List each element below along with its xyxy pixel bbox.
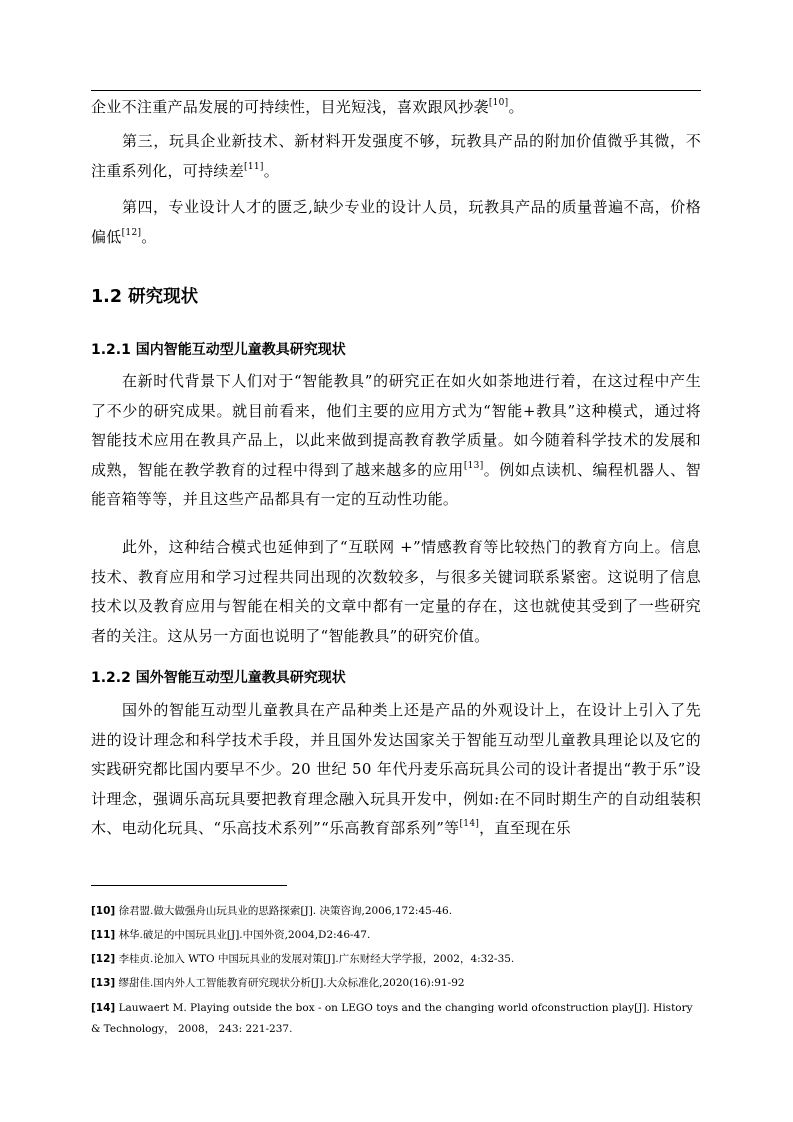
paragraph-text: 。例如点读机、编程机器人、智能音箱等等，并且这些产品都具有一定的互动性功能。 — [91, 460, 701, 508]
paragraph-domestic-1 — [91, 367, 701, 515]
paragraph-text: 。 — [508, 98, 524, 116]
subsection-heading-foreign: 1.2.2 国外智能互动型儿童教具研究现状 — [91, 670, 346, 686]
footnote-number: [12] — [91, 953, 116, 965]
footnote-item — [91, 973, 703, 994]
footnote-text: 缪甜佳.国内外人工智能教育研究现状分析[J].大众标准化,2020(16):91-92 — [118, 977, 465, 989]
paragraph-text: 。 — [263, 161, 280, 180]
footnote-number: [14] — [91, 1002, 116, 1014]
footnote-item — [91, 925, 703, 946]
paragraph-continuation — [91, 93, 701, 123]
paragraph-text: 企业不注重产品发展的可持续性，目光短浅，喜欢跟风抄袭 — [91, 98, 489, 116]
paragraph-text: 在新时代背景下人们对于“智能教具”的研究正在如火如荼地进行着，在这过程中产生了不少的研究成果。就目前看来，他们主要的应用方式为“智能+教具”这种模式，通过将智能技术应用在教具产品上，以此来做到提高教育教学质量。如今随着科学技术的发展和成熟，智能在教学教育的过程中得到了越来越多的应用 — [91, 372, 701, 479]
paragraph-third-point — [91, 127, 701, 186]
footnote-rule — [91, 885, 287, 886]
citation-ref: [11] — [244, 161, 264, 172]
paragraph-domestic-2 — [91, 533, 701, 651]
footnote-item — [91, 901, 703, 922]
paragraph-text: 第三，玩具企业新技术、新材料开发强度不够，玩教具产品的附加价值微乎其微，不注重系列化，可持续差 — [91, 132, 701, 180]
paragraph-text: 。 — [141, 227, 157, 246]
citation-ref: [13] — [463, 460, 484, 471]
paragraph-text: 第四，专业设计人才的匮乏,缺少专业的设计人员，玩教具产品的质量普遍不高，价格偏低 — [91, 198, 701, 246]
citation-ref: [14] — [459, 819, 480, 829]
subsection-heading-domestic: 1.2.1 国内智能互动型儿童教具研究现状 — [91, 342, 346, 358]
paragraph-text: 国外的智能互动型儿童教具在产品种类上还是产品的外观设计上，在设计上引入了先进的设计理念和科学技术手段，并且国外发达国家关于智能互动型儿童教具理论以及它的实践研究都比国内要早不少。20 世纪 50 年代丹麦乐高玩具公司的设计者提出“教于乐”设计理念，强调乐高玩具要把教育理念融入玩具开发中，例如:在不同时期生产的自动组装积木、电动化玩具、“乐高技术系列”“乐高教育部系列”等 — [91, 701, 701, 837]
footnote-text: 徐君盟.做大做强舟山玩具业的思路探索[J]. 决策咨询,2006,172:45-46. — [118, 905, 453, 917]
footnote-number: [11] — [91, 929, 116, 941]
footnote-text: 林华.破足的中国玩具业[J].中国外资,2004,D2:46-47. — [118, 929, 371, 941]
header-rule — [91, 90, 701, 91]
paragraph-fourth-point — [91, 193, 701, 252]
footnote-number: [13] — [91, 977, 116, 989]
footnote-number: [10] — [91, 905, 116, 917]
citation-ref: [12] — [121, 227, 142, 238]
paragraph-foreign-1 — [91, 696, 701, 844]
footnote-item — [91, 998, 703, 1040]
citation-ref: [10] — [488, 98, 509, 108]
section-heading: 1.2 研究现状 — [91, 287, 199, 307]
paragraph-text: ，直至现在乐 — [479, 819, 571, 837]
footnote-item — [91, 949, 703, 970]
footnote-text: 李桂贞.论加入 WTO 中国玩具业的发展对策[J].广东财经大学学报，2002，4:32-35. — [118, 953, 515, 965]
paragraph-text: 此外，这种结合模式也延伸到了“互联网 +”情感教育等比较热门的教育方向上。信息技术、教育应用和学习过程共同出现的次数较多，与很多关键词联系紧密。这说明了信息技术以及教育应用与智能在相关的文章中都有一定量的存在，这也就使其受到了一些研究者的关注。这从另一方面也说明了“智能教具”的研究价值。 — [91, 538, 701, 645]
footnote-text: Lauwaert M. Playing outside the box - on LEGO toys and the changing world ofconstruction play[J]. History & Technology， 2008， 243: 221-237. — [91, 1002, 693, 1035]
